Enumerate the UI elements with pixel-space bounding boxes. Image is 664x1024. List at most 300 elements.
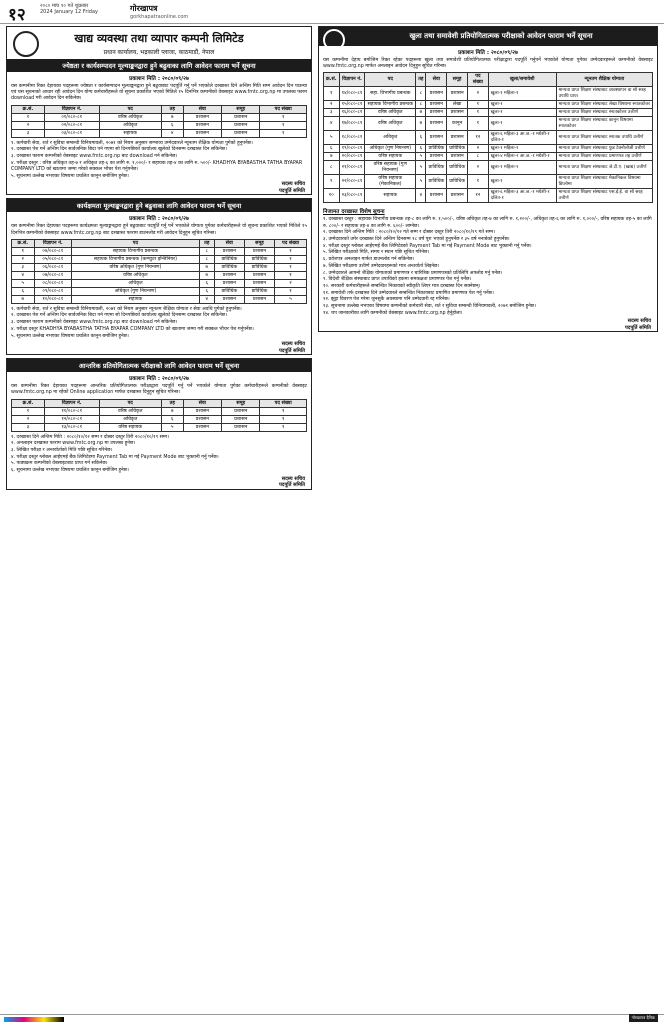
table-cell: प्रशासन bbox=[222, 407, 260, 415]
table-cell: ३ bbox=[12, 129, 45, 137]
table-cell: खुला-१ महिला-१ bbox=[488, 87, 556, 101]
note-item: ६. प्रवेशपत्र अनलाइन मार्फत डाउनलोड गर्न सकिनेछ। bbox=[323, 257, 415, 263]
table-cell: खुला-१ bbox=[488, 109, 556, 117]
table-cell: १८/०८०-८१ bbox=[339, 131, 365, 145]
table-cell: मान्यता प्राप्त शिक्षण संस्थाबाट मेकानिकल विषयमा डिप्लोमा bbox=[556, 175, 652, 189]
company-logo-icon bbox=[13, 31, 39, 57]
table-cell: १ bbox=[260, 113, 307, 121]
table-cell: मान्यता प्राप्त शिक्षण संस्थाबाट व्यवस्थापन वा सो सरह उपाधि प्राप्त bbox=[556, 87, 652, 101]
table-header-cell: पद bbox=[99, 399, 161, 407]
table-cell: प्रशासन bbox=[244, 247, 274, 255]
table-cell: प्रशासन bbox=[447, 109, 468, 117]
note-item: ४. परीक्षा दस्तुर : वरिष्ठ अधिकृत तह-७ र अधिकृत तह-६ का लागि रु. १,०००/- र सहायक तह-४ का लागि रु. ५००/- KHADHYA BYABASTHA TATHA BYAPAR COMPANY LTD को खातामा जम्मा गरेको सक्कल भौचर पेश गर्नुपर्नेछ। bbox=[11, 160, 303, 172]
vacancy-table bbox=[11, 239, 307, 304]
notice-notes bbox=[7, 140, 311, 182]
table-cell: प्रशासन bbox=[222, 121, 260, 129]
table-cell: प्रशासन bbox=[183, 113, 221, 121]
vacancy-table bbox=[11, 105, 307, 138]
note-item: ४. परीक्षा दस्तुर ग्लोबल आईएमई बैंक लिमिटेडको Payment Tab मा गई Payment Mode बाट भुक्तानी गर्नु पर्नेछ। bbox=[323, 243, 532, 249]
table-cell: प्रशासन bbox=[244, 295, 274, 303]
table-cell: ३ bbox=[324, 109, 340, 117]
company-logo-icon bbox=[323, 29, 345, 51]
table-cell: १ bbox=[12, 407, 45, 415]
notice-internal-exam bbox=[6, 358, 312, 490]
masthead bbox=[0, 0, 664, 24]
note-item: १. कर्मचारी सेवा, शर्त र सुविधा सम्बन्धी विनियमावली, २०७१ को नियम अनुसार न्यूनतम शैक्षिक योग्यता र सेवा अवधि पुगेको हुनुपर्नेछ। bbox=[11, 306, 242, 312]
table-cell: १ bbox=[275, 263, 307, 271]
table-header-cell: क्र.सं. bbox=[324, 73, 340, 87]
table-cell: १७/०८०-८१ bbox=[339, 117, 365, 131]
table-row bbox=[12, 263, 307, 271]
table-header-cell: पद bbox=[99, 105, 161, 113]
table-cell: प्रशासन bbox=[222, 415, 260, 423]
table-row bbox=[12, 113, 307, 121]
vacancy-table bbox=[323, 72, 653, 203]
table-cell: प्रशासन bbox=[222, 113, 260, 121]
notice-title: कार्यक्षमता मूल्याङ्कनद्वारा हुने बढुवाका लागि आवेदन फाराम भर्ने सूचना bbox=[7, 199, 311, 212]
table-row bbox=[324, 87, 653, 101]
table-cell: २ bbox=[468, 87, 489, 101]
table-row bbox=[12, 295, 307, 303]
table-cell: वरिष्ठ सहायक bbox=[365, 153, 416, 161]
table-cell: ८ bbox=[324, 161, 340, 175]
note-item: २. दरखास्त पेश गर्ने अन्तिम दिन सार्वजनिक बिदा पर्न गएमा सो दिनपछिको कार्यालय खुलेको दिनसम्म दरखास्त दिन सकिनेछ। bbox=[11, 147, 227, 153]
signature: सदस्य सचिव पदपूर्ति समिति bbox=[278, 181, 305, 194]
table-cell: ४ bbox=[324, 117, 340, 131]
footer-badge: गोरखापत्र दैनिक bbox=[629, 1014, 658, 1022]
table-cell: प्राविधिक bbox=[447, 145, 468, 153]
table-cell: प्रशासन bbox=[426, 153, 447, 161]
table-row bbox=[12, 121, 307, 129]
newspaper-site: gorkhapatraonline.com bbox=[130, 14, 189, 20]
notice-intro: यस कम्पनीमा रिक्त देहायका पदहरूमा कार्यक्षमता मूल्याङ्कनद्वारा हुने बढुवाबाट पदपूर्ति गर्नु पर्ने भएकोले योग्यता पुगेका कर्मचारीहरूले यो सूचना प्रकाशित भएको मितिले १५ दिनभित्र कम्पनीको वेबसाइट www.fmtc.org.np बाट दरखास्त फाराम डाउनलोड गरी आवेदन दिनुहुन सूचित गरिन्छ। bbox=[11, 224, 307, 236]
table-row bbox=[324, 131, 653, 145]
vacancy-table bbox=[11, 399, 307, 432]
note-item: ३. लिखित परीक्षा र अन्तर्वार्ताको मिति पछि सूचित गरिनेछ। bbox=[11, 448, 113, 454]
table-cell: ०३/०८०-८१ bbox=[44, 129, 99, 137]
note-item: ८. उम्मेदवारले आफ्नो शैक्षिक योग्यताको प्रमाणपत्र र चारित्रिक प्रमाणपत्रको प्रतिलिपि अपलोड गर्नु पर्नेछ। bbox=[323, 270, 503, 276]
publish-date: प्रकाशन मिति : २०८०/०९/२७ bbox=[129, 76, 189, 82]
table-cell: प्रशासन bbox=[244, 271, 274, 279]
table-row bbox=[324, 153, 653, 161]
print-color-bar bbox=[4, 1017, 64, 1022]
table-cell: प्रशासन bbox=[183, 423, 221, 431]
note-item: ११. समावेशी तर्फ दरखास्त दिने उम्मेदवारले सम्बन्धित निकायबाट प्रमाणित प्रमाणपत्र पेश गर्नु पर्नेछ। bbox=[323, 290, 494, 296]
table-cell: १ bbox=[260, 129, 307, 137]
table-cell: मान्यता प्राप्त शिक्षण संस्थाबाट कानुन विषयमा स्नातकोत्तर bbox=[556, 117, 652, 131]
table-cell: १०/०८०-८१ bbox=[34, 295, 71, 303]
table-cell: खुला-१ महिला-१ bbox=[488, 161, 556, 175]
table-cell: लेखा bbox=[447, 101, 468, 109]
table-cell: १ bbox=[260, 423, 307, 431]
note-item: १३. सूचनामा उल्लेख नभएका विषयमा कम्पनीको कर्मचारी सेवा, शर्त र सुविधा सम्बन्धी विनियमावली, २०७१ बमोजिम हुनेछ। bbox=[323, 304, 536, 310]
notice-open-inclusive-exam bbox=[318, 26, 658, 332]
table-cell: खुला-१ bbox=[488, 175, 556, 189]
table-row bbox=[324, 109, 653, 117]
note-item: ५. लिखित परीक्षाको मिति, समय र स्थान पछि सूचित गरिनेछ। bbox=[323, 250, 430, 256]
table-cell: ६ bbox=[324, 145, 340, 153]
table-cell: प्राविधिक bbox=[447, 175, 468, 189]
table-cell: ७ bbox=[12, 295, 35, 303]
table-cell: ५ bbox=[416, 175, 426, 189]
table-cell: प्रशासन bbox=[214, 271, 244, 279]
table-header-cell: विज्ञापन नं. bbox=[339, 73, 365, 87]
table-cell: सहायक bbox=[99, 129, 161, 137]
table-cell: वरिष्ठ सहायक bbox=[99, 423, 161, 431]
table-cell: ७ bbox=[416, 109, 426, 117]
table-cell: ४ bbox=[12, 271, 35, 279]
table-cell: १ bbox=[468, 101, 489, 109]
table-cell: १ bbox=[275, 287, 307, 295]
table-cell: वरिष्ठ अधिकृत bbox=[99, 407, 161, 415]
table-cell: १९/०८०-८१ bbox=[339, 145, 365, 153]
table-cell: ८ bbox=[416, 87, 426, 101]
signature: सदस्य सचिव पदपूर्ति समिति bbox=[624, 318, 651, 331]
table-header-cell: क्र.सं. bbox=[12, 399, 45, 407]
table-row bbox=[324, 175, 653, 189]
table-cell: प्रशासन bbox=[183, 121, 221, 129]
table-row bbox=[12, 247, 307, 255]
table-cell: प्रशासन bbox=[426, 131, 447, 145]
table-cell: ८ bbox=[468, 153, 489, 161]
table-header-cell: समूह bbox=[222, 399, 260, 407]
table-cell: ०१/०८०-८१ bbox=[44, 113, 99, 121]
note-item: ३. दरखास्त फाराम कम्पनीको वेबसाइट www.fmtc.org.np बाट download गर्न सकिनेछ। bbox=[11, 320, 178, 326]
note-item: ५. सूचनामा उल्लेख नभएका विषयमा प्रचलित कानुन बमोजिम हुनेछ। bbox=[11, 333, 129, 339]
table-cell: २ bbox=[12, 121, 45, 129]
notice-intro: यस कम्पनीमा रिक्त देहायका पदहरूमा ज्येष्ठता र कार्यसम्पादन मूल्याङ्कनद्वारा हुने बढुवाबाट पदपूर्ति गर्नु पर्ने भएकोले दरखास्त दिने अन्तिम मिति सम्म आवेदन दिन पाउन्या एवं यस सूचनाको आधार रही आवेदन दिन योग्य कर्मचारीहरूले यो सूचना प्रकाशित भएको मितिले १५ दिनभित्र कम्पनीको वेबसाइट www.fmtc.org.np मा उपलब्ध फारम download गरी आवेदन दिन सकिनेछ। bbox=[11, 84, 307, 102]
notice-notes bbox=[7, 434, 311, 476]
table-cell: वरिष्ठ सहायक (गुण नियन्त्रण) bbox=[365, 161, 416, 175]
table-cell: मान्यता प्राप्त शिक्षण संस्थाबाट जे.टी.ए. (खाद्य) उत्तीर्ण bbox=[556, 161, 652, 175]
table-row bbox=[12, 407, 307, 415]
table-cell: प्राविधिक bbox=[214, 255, 244, 263]
table-cell: प्राविधिक bbox=[244, 263, 274, 271]
table-cell: १ bbox=[12, 113, 45, 121]
table-cell: सहायक विभागीय प्रबन्धक bbox=[72, 247, 200, 255]
table-cell: वरिष्ठ अधिकृत (गुण नियन्त्रण) bbox=[72, 263, 200, 271]
publish-date: प्रकाशन मिति : २०८०/०९/२७ bbox=[129, 376, 189, 383]
table-cell: खुला-१ महिला-१ bbox=[488, 145, 556, 153]
table-cell: प्राविधिक bbox=[426, 175, 447, 189]
note-item: १. कर्मचारी सेवा, शर्त र सुविधा सम्बन्धी विनियमावली, २०७१ को नियम अनुसार सम्भाव्य उम्मेदवारले न्यूनतम शैक्षिक योग्यता पुगेको हुनुपर्नेछ। bbox=[11, 140, 253, 146]
table-header-cell: खुला/समावेशी bbox=[488, 73, 556, 87]
table-cell: १ bbox=[260, 121, 307, 129]
table-header-cell: पद संख्या bbox=[260, 399, 307, 407]
table-cell: प्राविधिक bbox=[244, 255, 274, 263]
notice-notes bbox=[319, 216, 657, 318]
table-cell: प्रशासन bbox=[426, 189, 447, 203]
table-cell: प्रशासन bbox=[447, 87, 468, 101]
table-row bbox=[12, 423, 307, 431]
table-cell: २ bbox=[468, 145, 489, 153]
publish-date: प्रकाशन मिति : २०८०/०९/२७ bbox=[458, 50, 518, 56]
table-cell: ६ bbox=[416, 131, 426, 145]
notice-title: आन्तरिक प्रतियोगितात्मक परीक्षाको लागि आवेदन फाराम भर्ने सूचना bbox=[7, 359, 311, 372]
table-cell: ०४/०८०-८१ bbox=[34, 247, 71, 255]
table-cell: ०२/०८०-८१ bbox=[44, 121, 99, 129]
table-cell: मान्यता प्राप्त शिक्षण संस्थाबाट एस.ई.ई. वा सो सरह उत्तीर्ण bbox=[556, 189, 652, 203]
table-cell: ७ bbox=[324, 153, 340, 161]
note-item: १०. सरकारी कर्मचारीहरूले सम्बन्धित निकायको स्वीकृति लिएर मात्र दरखास्त दिन सक्नेछन्। bbox=[323, 283, 481, 289]
table-cell: प्रशासन bbox=[222, 423, 260, 431]
table-header-cell: विज्ञापन नं. bbox=[34, 239, 71, 247]
note-item: १. दरखास्त दिने अन्तिम मिति : २०८०/१०/१२ सम्म र दोब्बर दस्तुर तिरी २०८०/१०/१९ सम्म। bbox=[11, 434, 169, 440]
table-cell: प्रशासन bbox=[426, 117, 447, 131]
note-item: ३. दरखास्त फाराम कम्पनीको वेबसाइट www.fmtc.org.np बाट download गर्न सकिनेछ। bbox=[11, 154, 178, 160]
table-header-cell: विज्ञापन नं. bbox=[44, 105, 99, 113]
table-cell: ७ bbox=[416, 117, 426, 131]
table-cell: ५ bbox=[416, 153, 426, 161]
table-cell: मान्यता प्राप्त शिक्षण संस्थाबाट फुड टेक्नोलोजी उत्तीर्ण bbox=[556, 145, 652, 153]
org-address: प्रधान कार्यालय, भद्रकाली प्लाजा, काठमाडौं, नेपाल bbox=[103, 49, 215, 56]
note-item: ५. पाठ्यक्रम कम्पनीको वेबसाइटबाट प्राप्त गर्न सकिनेछ। bbox=[11, 461, 108, 467]
table-header-cell: क्र.सं. bbox=[12, 239, 35, 247]
table-cell: २ bbox=[468, 161, 489, 175]
table-cell: अधिकृत bbox=[99, 415, 161, 423]
table-header-cell: पद संख्या bbox=[468, 73, 489, 87]
note-item: ३. उम्मेदवारको उमेर दरखास्त दिने अन्तिम दिनसम्म १८ वर्ष पूरा भएको हुनुपर्नेछ र ३५ वर्ष ननाघेको हुनुपर्नेछ। bbox=[323, 237, 510, 243]
table-header-cell: विज्ञापन नं. bbox=[44, 399, 99, 407]
table-cell: ४ bbox=[161, 129, 183, 137]
table-cell: २३/०८०-८१ bbox=[339, 189, 365, 203]
left-column bbox=[6, 26, 312, 1012]
table-cell: प्रशासन bbox=[447, 131, 468, 145]
table-cell: मान्यता प्राप्त शिक्षण संस्थाबाट स्नातक उपाधि उत्तीर्ण bbox=[556, 131, 652, 145]
table-cell: ५ bbox=[275, 295, 307, 303]
table-header-cell: पद bbox=[72, 239, 200, 247]
table-header-cell: तह bbox=[416, 73, 426, 87]
table-cell: प्रशासन bbox=[214, 295, 244, 303]
table-cell: कानुन bbox=[447, 117, 468, 131]
table-cell: १ bbox=[324, 87, 340, 101]
table-cell: प्रशासन bbox=[447, 153, 468, 161]
org-name: खाद्य व्यवस्था तथा व्यापार कम्पनी लिमिटेड bbox=[74, 32, 244, 45]
table-cell: प्राविधिक bbox=[426, 161, 447, 175]
table-header-cell: पद संख्या bbox=[275, 239, 307, 247]
table-cell: प्राविधिक bbox=[426, 145, 447, 153]
table-cell: १ bbox=[468, 175, 489, 189]
page-number: १२ bbox=[8, 5, 26, 25]
note-item: १. दरखास्त दस्तुर : सहायक विभागीय प्रबन्धक तह-८ का लागि रु. १,५००/-, वरिष्ठ अधिकृत तह-७ का लागि रु. १,२००/-, अधिकृत तह-६ का लागि रु. १,०००/-, वरिष्ठ सहायक तह-५ का लागि रु. ८००/- र सहायक तह-४ का लागि रु. ६००/- लाग्नेछ। bbox=[323, 217, 652, 229]
table-cell: ६ bbox=[161, 415, 183, 423]
table-cell: ०८/०८०-८१ bbox=[34, 279, 71, 287]
table-header-cell: तह bbox=[161, 399, 183, 407]
table-cell: प्रशासन bbox=[183, 415, 221, 423]
table-cell: ५ bbox=[324, 131, 340, 145]
table-cell: १० bbox=[324, 189, 340, 203]
table-cell: ६ bbox=[12, 287, 35, 295]
table-cell: २ bbox=[12, 255, 35, 263]
table-row bbox=[324, 117, 653, 131]
table-cell: खुला-४ महिला-२ आ.ज.-१ मधेशी-१ bbox=[488, 153, 556, 161]
table-row bbox=[324, 161, 653, 175]
table-cell: अधिकृत (गुण नियन्त्रण) bbox=[365, 145, 416, 153]
table-cell: ४ bbox=[416, 189, 426, 203]
table-cell: १२ bbox=[468, 189, 489, 203]
table-cell: २ bbox=[275, 279, 307, 287]
table-header-cell: समूह bbox=[244, 239, 274, 247]
table-cell: प्रशासन bbox=[214, 279, 244, 287]
table-cell: सहायक bbox=[365, 189, 416, 203]
table-cell: प्रशासन bbox=[426, 109, 447, 117]
table-header-cell: पद संख्या bbox=[260, 105, 307, 113]
table-cell: प्रशासन bbox=[183, 129, 221, 137]
table-cell: ७ bbox=[199, 271, 214, 279]
table-header-cell: सेवा bbox=[426, 73, 447, 87]
masthead-date: २०८० माघ १० गते शुक्रबार 2024 January 12 Friday bbox=[40, 3, 98, 15]
table-cell: खुला-६ महिला-३ आ.ज.-१ मधेशी-१ दलित-१ bbox=[488, 131, 556, 145]
notice-notes bbox=[7, 306, 311, 342]
note-item: ९. विदेशी शैक्षिक संस्थाबाट प्राप्त उपाधिको हकमा समकक्षता प्रमाणपत्र पेश गर्नु पर्नेछ। bbox=[323, 277, 472, 283]
right-column bbox=[318, 26, 658, 1012]
table-cell: प्राविधिक bbox=[214, 287, 244, 295]
table-cell: ११/०८०-८१ bbox=[44, 407, 99, 415]
table-cell: खुला-६ महिला-३ आ.ज.-१ मधेशी-१ दलित-१ bbox=[488, 189, 556, 203]
table-cell: वरिष्ठ अधिकृत bbox=[72, 271, 200, 279]
notice-title: खुला तथा समावेशी प्रतियोगितात्मक परीक्षाको आवेदन फाराम भर्ने सूचना bbox=[319, 27, 657, 46]
table-cell: वरिष्ठ अधिकृत bbox=[365, 109, 416, 117]
table-cell: १ bbox=[468, 117, 489, 131]
notice-seniority-promotion bbox=[6, 26, 312, 195]
table-cell: ५ bbox=[416, 161, 426, 175]
table-cell: प्रशासन bbox=[447, 189, 468, 203]
table-cell: अधिकृत bbox=[365, 131, 416, 145]
note-item: ४. परीक्षा दस्तुर KHADHYA BYABASTHA TATHA BYAPAR COMPANY LTD को खातामा जम्मा गरी सक्कल भौचर पेश गर्नुपर्नेछ। bbox=[11, 326, 254, 332]
table-cell: १ bbox=[260, 407, 307, 415]
table-header-cell: तह bbox=[161, 105, 183, 113]
table-row bbox=[12, 287, 307, 295]
table-row bbox=[12, 279, 307, 287]
table-cell: प्रशासन bbox=[214, 247, 244, 255]
table-cell: मान्यता प्राप्त शिक्षण संस्थाबाट स्नातकोत्तर उत्तीर्ण bbox=[556, 109, 652, 117]
table-cell: प्रशासन bbox=[222, 129, 260, 137]
notice-intro: यस कम्पनीमा देहाय बमोजिम रिक्त रहेका पदहरूमा खुला तथा समावेशी प्रतियोगितात्मक परीक्षाद्वारा पदपूर्ति गर्नुपर्ने भएकोले योग्यता पुगेका उम्मेदवारहरूले कम्पनीको वेबसाइट www.fmtc.org.np मार्फत अनलाइन आवेदन दिनुहुन सूचित गरिन्छ। bbox=[323, 58, 653, 70]
table-cell: ०७/०८०-८१ bbox=[34, 271, 71, 279]
table-cell: १ bbox=[468, 109, 489, 117]
table-cell: १ bbox=[275, 247, 307, 255]
table-row bbox=[12, 415, 307, 423]
note-item: २. दरखास्त दिने अन्तिम मिति : २०८०/१०/१२ गते सम्म र दोब्बर दस्तुर तिरी २०८०/१०/१९ गते सम्म। bbox=[323, 230, 495, 236]
publish-date: प्रकाशन मिति : २०८०/०९/२७ bbox=[129, 216, 189, 223]
signature: सदस्य सचिव पदपूर्ति समिति bbox=[278, 475, 305, 489]
table-cell: सहायक विभागीय प्रबन्धक bbox=[365, 101, 416, 109]
table-header-cell: न्यूनतम शैक्षिक योग्यता bbox=[556, 73, 652, 87]
table-cell: प्रशासन bbox=[183, 407, 221, 415]
table-cell: सहायक विभागीय प्रबन्धक (कम्प्युटर इन्जिनियर) bbox=[72, 255, 200, 263]
note-item: ५. सूचनामा उल्लेख नभएका विषयमा प्रचलित कानुन बमोजिम हुनेछ। bbox=[11, 173, 129, 179]
table-cell: अधिकृत bbox=[72, 279, 200, 287]
table-row bbox=[324, 101, 653, 109]
table-cell: १५/०८०-८१ bbox=[339, 101, 365, 109]
table-header-cell: सेवा bbox=[183, 105, 221, 113]
table-cell: १ bbox=[12, 247, 35, 255]
table-cell: २२/०८०-८१ bbox=[339, 175, 365, 189]
table-row bbox=[12, 129, 307, 137]
special-notice-heading: निजामत दरखास्त विशेष सूचना bbox=[323, 209, 385, 216]
page-footer bbox=[0, 1014, 664, 1024]
table-header-cell: पद bbox=[365, 73, 416, 87]
table-cell: वरिष्ठ अधिकृत bbox=[365, 117, 416, 131]
table-cell: २ bbox=[12, 415, 45, 423]
table-cell: ४ bbox=[199, 295, 214, 303]
table-cell: ६ bbox=[161, 121, 183, 129]
table-cell: ७ bbox=[161, 113, 183, 121]
table-cell: ९ bbox=[324, 175, 340, 189]
table-cell: २०/०८०-८१ bbox=[339, 153, 365, 161]
table-cell: प्राविधिक bbox=[447, 161, 468, 175]
table-cell: ८ bbox=[199, 255, 214, 263]
table-cell: १ bbox=[260, 415, 307, 423]
table-cell: खुला-१ bbox=[488, 117, 556, 131]
note-item: १२. झुट्टा विवरण पेश गरेमा जुनसुकै अवस्थामा पनि उम्मेदवारी रद्द गरिनेछ। bbox=[323, 297, 450, 303]
table-cell: ५ bbox=[12, 279, 35, 287]
note-item: ६. सूचनामा उल्लेख नभएका विषयमा प्रचलित कानुन बमोजिम हुनेछ। bbox=[11, 468, 129, 474]
notice-efficiency-promotion bbox=[6, 198, 312, 355]
table-cell: मान्यता प्राप्त शिक्षण संस्थाबाट लेखा विषयमा स्नातकोत्तर bbox=[556, 101, 652, 109]
table-cell: वरिष्ठ अधिकृत bbox=[99, 113, 161, 121]
table-cell: सहा. विभागीय प्रबन्धक bbox=[365, 87, 416, 101]
table-cell: ६ bbox=[199, 279, 214, 287]
table-cell: ८ bbox=[416, 101, 426, 109]
note-item: २. अनलाइन दरखास्त फाराम www.fmtc.org.np मा उपलब्ध हुनेछ। bbox=[11, 441, 136, 447]
table-cell: १४/०८०-८१ bbox=[339, 87, 365, 101]
newspaper-brand: गोरखापत्र bbox=[130, 4, 158, 13]
table-cell: ३ bbox=[12, 263, 35, 271]
table-header-cell: तह bbox=[199, 239, 214, 247]
table-header-cell: क्र.सं. bbox=[12, 105, 45, 113]
note-item: १४. थप जानकारीका लागि कम्पनीको वेबसाइट www.fmtc.org.np हेर्नुहोला। bbox=[323, 310, 463, 316]
table-cell: ३ bbox=[12, 423, 45, 431]
table-cell: १६/०८०-८१ bbox=[339, 109, 365, 117]
table-cell: ०९/०८०-८१ bbox=[34, 287, 71, 295]
table-header-cell: सेवा bbox=[214, 239, 244, 247]
table-cell: २ bbox=[324, 101, 340, 109]
table-cell: ६ bbox=[416, 145, 426, 153]
table-cell: खुला-१ bbox=[488, 101, 556, 109]
table-cell: प्रशासन bbox=[426, 101, 447, 109]
table-cell: ७ bbox=[161, 407, 183, 415]
table-header-cell: समूह bbox=[447, 73, 468, 87]
table-cell: ८ bbox=[199, 247, 214, 255]
table-cell: मान्यता प्राप्त शिक्षण संस्थाबाट प्रमाणपत्र तह उत्तीर्ण bbox=[556, 153, 652, 161]
table-cell: १२ bbox=[468, 131, 489, 145]
table-row bbox=[12, 271, 307, 279]
table-cell: १ bbox=[275, 271, 307, 279]
table-cell: अधिकृत (गुण नियन्त्रण) bbox=[72, 287, 200, 295]
note-item: ४. परीक्षा दस्तुर ग्लोबल आईएमई बैंक लिमिटेडमा Payment Tab मा गई Payment Mode बाट भुक्तानी गर्नु पर्नेछ। bbox=[11, 454, 219, 460]
table-cell: ०५/०८०-८१ bbox=[34, 255, 71, 263]
table-cell: १ bbox=[275, 255, 307, 263]
table-cell: वरिष्ठ सहायक (मेकानिकल) bbox=[365, 175, 416, 189]
table-cell: २१/०८०-८१ bbox=[339, 161, 365, 175]
notice-title: ज्येष्ठता र कार्यसम्पादन मूल्याङ्कनद्वारा हुने बढुवाका लागि आवेदन फाराम भर्ने सूचना bbox=[7, 59, 311, 72]
table-cell: १२/०८०-८१ bbox=[44, 415, 99, 423]
note-item: २. दरखास्त पेश गर्ने अन्तिम दिन सार्वजनिक बिदा पर्न गएमा सो दिनपछिको कार्यालय खुलेको दिनसम्म दरखास्त दिन सकिनेछ। bbox=[11, 313, 227, 319]
note-item: ७. लिखित परीक्षामा उत्तीर्ण उम्मेदवारहरूको मात्र अन्तर्वार्ता लिइनेछ। bbox=[323, 263, 440, 269]
table-cell: प्राविधिक bbox=[244, 287, 274, 295]
table-cell: १३/०८०-८१ bbox=[44, 423, 99, 431]
notice-intro: यस कम्पनीमा रिक्त देहायका पदहरूमा आन्तरिक प्रतियोगितात्मक परीक्षाद्वारा पदपूर्ति गर्नु पर्ने भएकोले योग्यता पुगेका कर्मचारीहरूले कम्पनीको वेबसाइट www.fmtc.org.np मा रहेको Online application मार्फत दरखास्त दिनुहुन सूचित गरिन्छ। bbox=[11, 384, 307, 396]
table-cell: ०६/०८०-८१ bbox=[34, 263, 71, 271]
table-row bbox=[324, 189, 653, 203]
table-cell: अधिकृत bbox=[99, 121, 161, 129]
table-header-cell: सेवा bbox=[183, 399, 221, 407]
table-row bbox=[324, 145, 653, 153]
table-row bbox=[12, 255, 307, 263]
table-cell: ७ bbox=[199, 263, 214, 271]
table-cell: प्राविधिक bbox=[214, 263, 244, 271]
